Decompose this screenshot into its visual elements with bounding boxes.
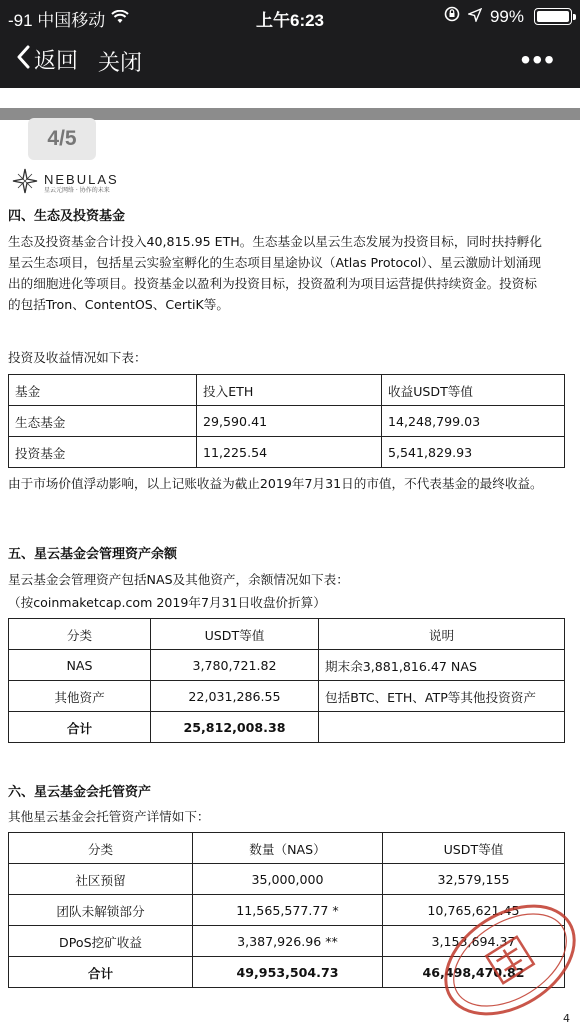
status-bar bbox=[0, 0, 580, 32]
table-header-cell: 投入ETH bbox=[197, 375, 382, 406]
investment-table bbox=[8, 374, 565, 468]
custody-assets-table bbox=[8, 832, 565, 988]
table-cell: 14,248,799.03 bbox=[382, 406, 565, 437]
asset-balance-table bbox=[8, 618, 565, 743]
page-number: 4 bbox=[563, 1012, 570, 1025]
table-cell: 5,541,829.93 bbox=[382, 437, 565, 468]
table-cell: 22,031,286.55 bbox=[151, 681, 319, 712]
table-cell: 3,780,721.82 bbox=[151, 650, 319, 681]
table-header-cell: USDT等值 bbox=[383, 833, 565, 864]
status-bar-right bbox=[444, 6, 572, 27]
table-cell: 3,153,694.37 bbox=[383, 926, 565, 957]
table-cell: 49,953,504.73 bbox=[193, 957, 383, 988]
table-header-row bbox=[9, 375, 565, 406]
section6-heading: 六、星云基金会托管资产 bbox=[8, 785, 152, 800]
carrier-label: -91 中国移动 bbox=[8, 11, 106, 30]
table-cell: NAS bbox=[9, 650, 151, 681]
table-header-row bbox=[9, 619, 565, 650]
table-cell: 合计 bbox=[9, 957, 193, 988]
battery-icon bbox=[534, 8, 572, 25]
table-cell: 生态基金 bbox=[9, 406, 197, 437]
section4-line: 出的细胞进化等项目。投资基金以盈利为投资目标，投资盈利为项目运营提供持续资金。投资标 bbox=[8, 276, 537, 291]
section6-intro: 其他星云基金会托管资产详情如下： bbox=[8, 809, 210, 824]
table-header-cell: 基金 bbox=[9, 375, 197, 406]
chevron-left-icon bbox=[16, 45, 30, 75]
logo-words bbox=[44, 173, 119, 194]
nav-bar bbox=[0, 32, 580, 88]
back-label: 返回 bbox=[34, 48, 79, 73]
table-cell: 11,565,577.77 * bbox=[193, 895, 383, 926]
table-cell: 投资基金 bbox=[9, 437, 197, 468]
table-header-cell: 收益USDT等值 bbox=[382, 375, 565, 406]
table-header-row bbox=[9, 833, 565, 864]
table-cell: 社区预留 bbox=[9, 864, 193, 895]
section5-heading: 五、星云基金会管理资产余额 bbox=[8, 547, 178, 562]
section4-heading: 四、生态及投资基金 bbox=[8, 209, 126, 224]
table-row bbox=[9, 650, 565, 681]
section4-line: 的包括Tron、ContentOS、CertiK等。 bbox=[8, 297, 229, 312]
section4-paragraph bbox=[8, 231, 572, 315]
logo-brand: NEBULAS bbox=[44, 171, 119, 187]
back-button[interactable] bbox=[16, 44, 78, 75]
table-row bbox=[9, 864, 565, 895]
table-cell: 其他资产 bbox=[9, 681, 151, 712]
table-row bbox=[9, 895, 565, 926]
logo-tagline: 星云元网络 · 协作的未来 bbox=[44, 186, 110, 194]
table-cell: 包括BTC、ETH、ATP等其他投资资产 bbox=[319, 681, 565, 712]
table-cell: 46,498,470.82 bbox=[383, 957, 565, 988]
more-button[interactable]: ••• bbox=[520, 44, 556, 75]
table-row bbox=[9, 681, 565, 712]
table-cell: DPoS挖矿收益 bbox=[9, 926, 193, 957]
table-header-cell: 分类 bbox=[9, 619, 151, 650]
table-cell: 3,387,926.96 ** bbox=[193, 926, 383, 957]
location-icon bbox=[468, 7, 482, 27]
table-cell: 合计 bbox=[9, 712, 151, 743]
section5-intro: 星云基金会管理资产包括NAS及其他资产，余额情况如下表： bbox=[8, 572, 349, 587]
nebulas-star-icon bbox=[12, 168, 38, 198]
table-row bbox=[9, 437, 565, 468]
table-cell: 团队未解锁部分 bbox=[9, 895, 193, 926]
table-row bbox=[9, 406, 565, 437]
table-cell: 期末余3,881,816.47 NAS bbox=[319, 650, 565, 681]
table-cell: 10,765,621.45 bbox=[383, 895, 565, 926]
table-total-row bbox=[9, 957, 565, 988]
table-cell: 35,000,000 bbox=[193, 864, 383, 895]
section4-note: 由于市场价值浮动影响，以上记账收益为截止2019年7月31日的市值，不代表基金的最终收益。 bbox=[8, 476, 543, 491]
page-indicator: 4/5 bbox=[28, 118, 96, 160]
table-cell: 29,590.41 bbox=[197, 406, 382, 437]
table-cell: 11,225.54 bbox=[197, 437, 382, 468]
section4-line: 生态及投资基金合计投入40,815.95 ETH。生态基金以星云生态发展为投资目标，同时扶持孵化 bbox=[8, 234, 542, 249]
table-cell: 32,579,155 bbox=[383, 864, 565, 895]
table-row bbox=[9, 926, 565, 957]
close-button[interactable]: 关闭 bbox=[98, 50, 143, 75]
section5-sub: （按coinmaketcap.com 2019年7月31日收盘价折算） bbox=[8, 595, 326, 610]
section4-table-intro: 投资及收益情况如下表： bbox=[8, 350, 147, 365]
status-time: 上午6:23 bbox=[255, 11, 325, 30]
table-header-cell: 说明 bbox=[319, 619, 565, 650]
section4-line: 星云生态项目，包括星云实验室孵化的生态项目星途协议（Atlas Protocol）、星云激励计划涌现 bbox=[8, 255, 541, 270]
table-header-cell: USDT等值 bbox=[151, 619, 319, 650]
table-cell bbox=[319, 712, 565, 743]
table-header-cell: 分类 bbox=[9, 833, 193, 864]
table-cell: 25,812,008.38 bbox=[151, 712, 319, 743]
battery-percent: 99% bbox=[489, 6, 524, 26]
rotation-lock-icon bbox=[444, 6, 460, 27]
nebulas-logo bbox=[12, 170, 119, 196]
table-total-row bbox=[9, 712, 565, 743]
table-header-cell: 数量（NAS） bbox=[193, 833, 383, 864]
battery-fill bbox=[537, 11, 569, 22]
